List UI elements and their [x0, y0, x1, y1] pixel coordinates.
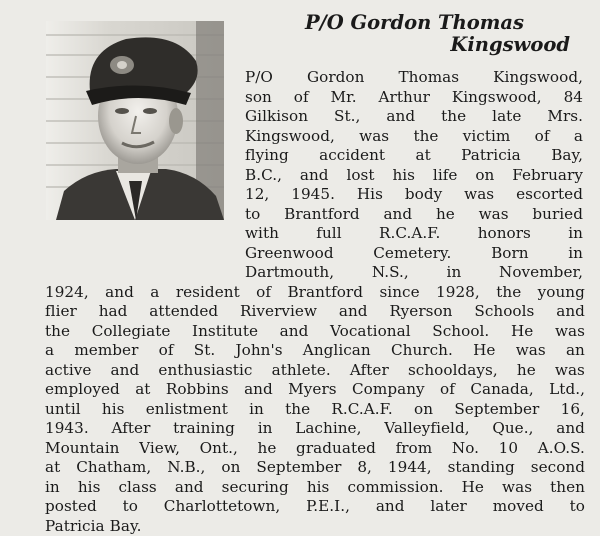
body-line: until his enlistment in the R.C.A.F. on September 16,: [45, 400, 585, 420]
body-line: son of Mr. Arthur Kingswood, 84: [245, 88, 583, 108]
portrait-icon: [46, 21, 224, 220]
article-title: [240, 12, 570, 56]
body-line: 1924, and a resident of Brantford since 1928, the young: [45, 283, 585, 303]
body-line: posted to Charlottetown, P.E.I., and later moved to: [45, 497, 585, 517]
portrait-photo: [46, 21, 224, 220]
body-line: with full R.C.A.F. honors in: [245, 224, 583, 244]
body-line: flier had attended Riverview and Ryerson Schools and: [45, 302, 585, 322]
body-line: at Chatham, N.B., on September 8, 1944, standing second: [45, 458, 585, 478]
body-line: Dartmouth, N.S., in November,: [245, 263, 583, 283]
body-line: Greenwood Cemetery. Born in: [245, 244, 583, 264]
body-line: employed at Robbins and Myers Company of Canada, Ltd.,: [45, 380, 585, 400]
body-line: 12, 1945. His body was escorted: [245, 185, 583, 205]
body-line: B.C., and lost his life on February: [245, 166, 583, 186]
body-line: active and enthusiastic athlete. After schooldays, he was: [45, 361, 585, 381]
body-line: a member of St. John's Anglican Church. He was an: [45, 341, 585, 361]
title-line-2: Kingswood: [240, 34, 570, 56]
body-line: flying accident at Patricia Bay,: [245, 146, 583, 166]
body-line: the Collegiate Institute and Vocational School. He was: [45, 322, 585, 342]
title-line-1: P/O Gordon Thomas: [240, 12, 524, 34]
body-line: P/O Gordon Thomas Kingswood,: [245, 68, 583, 88]
body-line: Gilkison St., and the late Mrs.: [245, 107, 583, 127]
body-line: to Brantford and he was buried: [245, 205, 583, 225]
body-line: 1943. After training in Lachine, Valleyfield, Que., and: [45, 419, 585, 439]
body-line: in his class and securing his commission. He was then: [45, 478, 585, 498]
body-line: Kingswood, was the victim of a: [245, 127, 583, 147]
body-line: Mountain View, Ont., he graduated from No. 10 A.O.S.: [45, 439, 585, 459]
body-line: Patricia Bay.: [45, 517, 585, 536]
